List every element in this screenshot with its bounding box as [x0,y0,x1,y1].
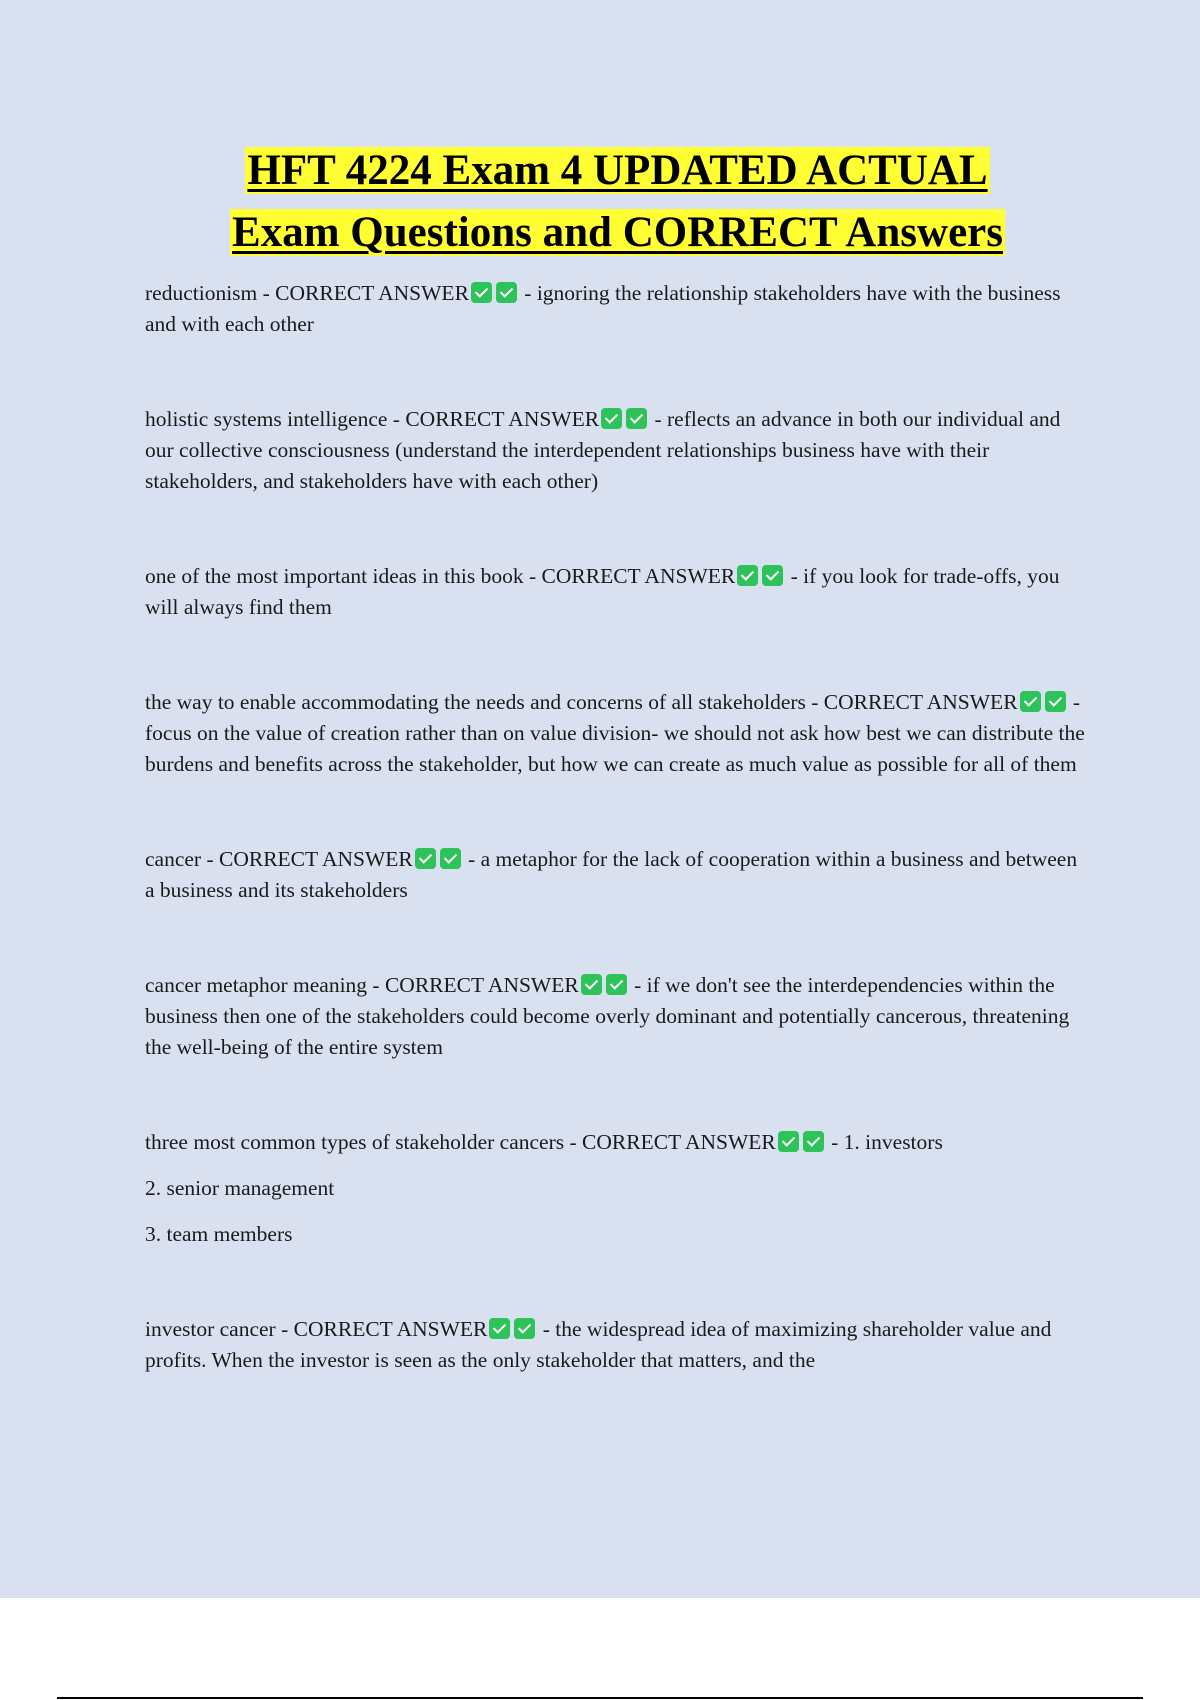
qa-item [145,1314,1090,1376]
correct-answer-marker: CORRECT ANSWER [405,407,600,431]
document-content [145,140,1090,1440]
title-line-2: Exam Questions and CORRECT Answers [232,209,1003,256]
check-box-icon [489,1318,510,1339]
qa-term: cancer metaphor meaning - [145,973,385,997]
check-box-icon [496,282,517,303]
qa-text [145,687,1090,780]
qa-answer: - ignoring the relationship stakeholders have with the business and with each other [145,281,1061,336]
check-box-icon [1020,691,1041,712]
qa-answer: - 1. investors [825,1130,943,1154]
check-box-icon [471,282,492,303]
qa-answer: - focus on the value of creation rather than on value division- we should not ask how best we can distribute the burdens and benefits across the stakeholder, but how we can create as much value as possible for all of them [145,690,1085,776]
qa-term: investor cancer - [145,1317,294,1341]
qa-item [145,970,1090,1063]
qa-item [145,278,1090,340]
qa-text [145,970,1090,1063]
correct-answer-marker: CORRECT ANSWER [582,1130,776,1154]
check-box-icon [514,1318,535,1339]
correct-answer-marker: CORRECT ANSWER [541,564,736,588]
qa-answer: - if you look for trade-offs, you will always find them [145,564,1060,619]
qa-term: one of the most important ideas in this book - [145,564,542,588]
check-box-icon [803,1131,824,1152]
qa-text [145,561,1090,623]
correct-answer-marker: CORRECT ANSWER [823,690,1018,714]
correct-answer-marker: CORRECT ANSWER [219,847,413,871]
qa-term: reductionism - [145,281,276,305]
qa-item [145,1127,1090,1250]
check-box-icon [415,848,436,869]
qa-item [145,561,1090,623]
qa-extra-line: 3. team members [145,1222,293,1246]
check-box-icon [1045,691,1066,712]
correct-answer-marker: CORRECT ANSWER [275,281,469,305]
qa-text [145,844,1090,906]
check-box-icon [778,1131,799,1152]
check-box-icon [737,565,758,586]
check-box-icon [601,408,622,429]
correct-answer-marker: CORRECT ANSWER [293,1317,488,1341]
check-box-icon [606,974,627,995]
qa-extra-line: 2. senior management [145,1176,335,1200]
check-box-icon [440,848,461,869]
qa-answer: - if we don't see the interdependencies within the business then one of the stakeholders could become overly dominant and potentially cancerous, threatening the well-being of the entire system [145,973,1070,1059]
qa-text [145,1314,1090,1376]
document-title [145,140,1090,264]
qa-term: cancer - [145,847,219,871]
qa-answer: - the widespread idea of maximizing shareholder value and profits. When the investor is seen as the only stakeholder that matters, and the [145,1317,1052,1372]
qa-term: three most common types of stakeholder cancers - [145,1130,583,1154]
correct-answer-marker: CORRECT ANSWER [384,973,579,997]
title-line-1: HFT 4224 Exam 4 UPDATED ACTUAL [247,147,988,194]
qa-term: holistic systems intelligence - [145,407,406,431]
qa-text [145,404,1090,497]
qa-item [145,687,1090,780]
qa-answer: - reflects an advance in both our individual and our collective consciousness (understand the interdependent relationships business have with their stakeholders, and stakeholders have with each other) [145,407,1061,493]
qa-answer: - a metaphor for the lack of cooperation within a business and between a business and its stakeholders [145,847,1078,902]
check-box-icon [581,974,602,995]
qa-text [145,278,1090,340]
check-box-icon [762,565,783,586]
qa-item [145,404,1090,497]
check-box-icon [626,408,647,429]
footer-divider [57,1697,1143,1699]
qa-item [145,844,1090,906]
qa-text [145,1127,1090,1158]
qa-term: the way to enable accommodating the needs and concerns of all stakeholders - [145,690,824,714]
